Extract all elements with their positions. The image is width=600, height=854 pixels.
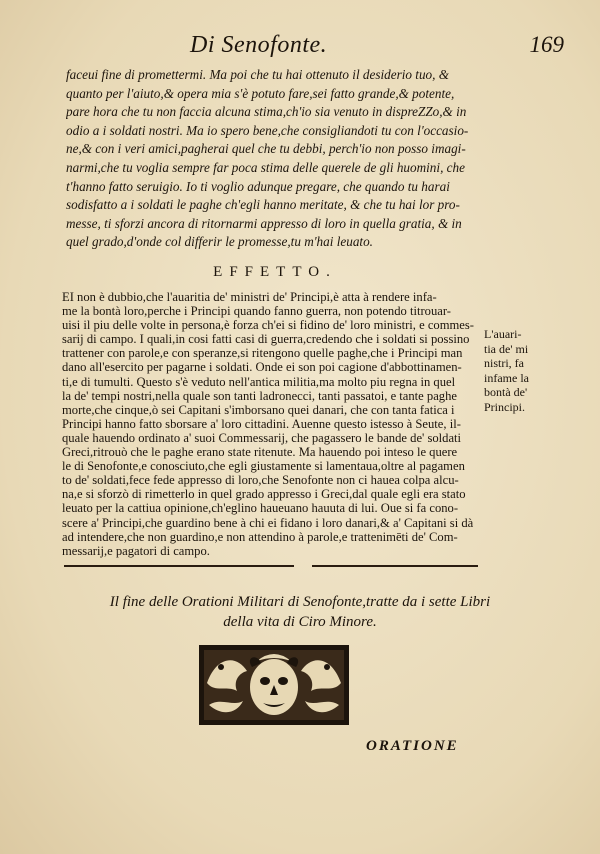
marginal-note-line: bontà de' [484,385,528,400]
text-line: ti,e di tumulti. Questo s'è veduto nell'antica militia,ma molto piu regna in quel [62,374,456,389]
text-line: me la bontà loro,perche i Principi quando fanno guerra, non potendo titrouar- [62,304,451,319]
section-heading [0,264,600,281]
text-line: dano all'esercito per pagarne i soldati. Onde ei son poi cagione d'abbottinamen- [62,360,462,375]
text-line: morte,che cinque,ò sei Capitani s'imborsano quei danari, che con tanta fatica i [62,402,455,417]
text-line: quanto per l'aiuto,& opera mia s'è potuto fare,sei fatto grande,& potente, [66,85,455,101]
text-line: sodisfatto a i soldati le paghe ch'egli hanno meritate, & che tu hai lor pro- [66,197,460,213]
text-line: Principi hanno fatto sborsare a' loro cittadini. Auenne questo istesso à Seute, il- [62,416,461,431]
text-line: uisi il piu delle volte in persona,è forza ch'ei si fidino de' loro ministri, e commes- [62,318,474,333]
colophon-line: della vita di Ciro Minore. [223,614,377,630]
italic-passage [66,66,478,252]
text-line: la de' tempi nostri,nella quale son tanti ladronecci, tanti passatoi, e tante paghe [62,388,457,403]
divider-rule [312,565,478,567]
marginal-note [484,327,550,415]
text-line: narmi,che tu voglia sempre far poca stima delle querele de gli huomini, che [66,159,465,175]
catchword: ORATIONE [366,738,459,754]
commentary-passage [62,290,480,558]
text-line: messarij,e pagatori di campo. [62,543,210,558]
text-line: Greci,ritrouò che le paghe erano state ritenute. Ma hauendo poi inteso le quere [62,445,458,460]
marginal-note-line: Principi. [484,399,525,414]
colophon [0,592,600,632]
text-line: quel grado,d'onde col differir le promesse,tu m'hai leuato. [66,234,373,250]
marginal-note-line: nistri, fa [484,356,524,371]
marginal-note-line: infame la [484,370,529,385]
text-line: pare hora che tu non faccia alcuna stima,ch'io sia venuto in dispreZZo,& in [66,104,467,120]
section-heading-text: EFFETTO. [213,264,337,280]
text-line: EI non è dubbio,che l'auaritia de' ministri de' Principi,è atta à rendere infa- [62,290,437,304]
grotesque-mask-ornament-icon [197,643,351,727]
text-line: sarij di campo. I quali,in cosi fatti casi di guerra,credendo che i soldati si possino [62,332,470,347]
page-number: 169 [529,32,564,57]
text-line: t'hanno fatto seruigio. Io ti voglio adunque pregare, che quando tu harai [66,178,450,194]
text-line: na,e si sforzò di rimetterlo in quel grado appresso i Greci,dal quale egli era stato [62,487,466,502]
text-line: odio a i soldati nostri. Ma io spero bene,che consigliandoti tu con l'occasio- [66,122,469,138]
text-line: le di Senofonte,e conosciuto,che egli giustamente si lamentaua,oltre al pagamen [62,459,465,474]
marginal-note-line: tia de' mi [484,341,529,356]
text-line: ad intendere,che non guardino,e non attendino à parole,e trattenimēti de' Com- [62,529,458,544]
page-header [60,30,570,70]
text-line: trattener con parole,e con speranze,si ritengono quelle paghe,che i Principi man [62,346,463,361]
divider-rule [64,565,294,567]
running-head: Di Senofonte. [190,32,328,58]
text-line: faceui fine di promettermi. Ma poi che tu hai ottenuto il desiderio tuo, & [66,67,449,82]
text-line: scere a' Principi,che guardino bene à chi ei fidano i loro danari,& a' Capitani si dà [62,515,474,530]
text-line: quale hauendo ordinato a' suoi Commessarij, che pagassero le bande de' soldati [62,430,462,445]
text-line: ne,& con i veri amici,pagherai quel che tu debbi, perch'io non posso imagi- [66,141,466,157]
text-line: messe, ti sforzi ancora di ritornarmi appresso di loro in quella gratia, & in [66,215,462,231]
text-line: to de' soldati,fece fede appresso di loro,che Senofonte non ci hauea colpa alcu- [62,473,459,488]
colophon-line: Il fine delle Orationi Militari di Senofonte,tratte da i sette Libri [109,594,491,610]
marginal-note-line: L'auari- [484,327,522,341]
text-line: leuato per la cattiua opinione,ch'eglino haueuano hauuta di lui. Oue si fa cono- [62,501,459,516]
